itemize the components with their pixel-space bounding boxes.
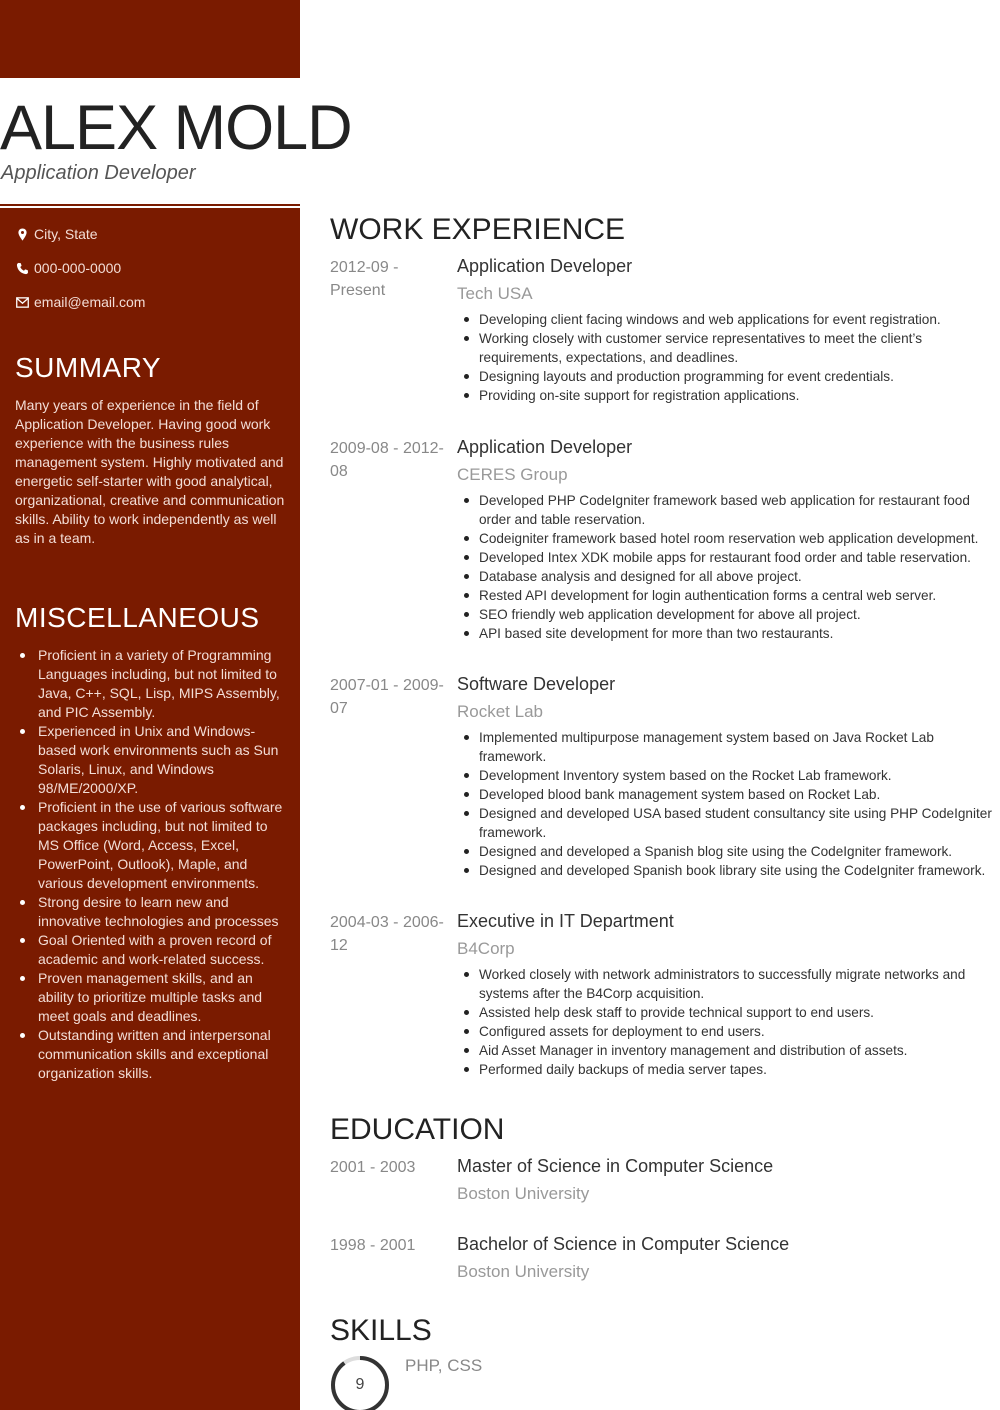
education-school: Boston University: [457, 1262, 590, 1281]
list-item: Developing client facing windows and web applications for event registration.: [457, 310, 992, 329]
list-item: Proficient in a variety of Programming Languages including, but not limited to Java, C++, SQL, Lisp, MIPS Assembly, and PIC Assembly.: [15, 646, 285, 722]
job-role: Software Developer: [457, 674, 616, 694]
education-school: Boston University: [457, 1184, 590, 1203]
list-item: Outstanding written and interpersonal communication skills and exceptional organization skills.: [15, 1026, 285, 1083]
job-role: Application Developer: [457, 256, 633, 276]
job-bullets: [457, 491, 992, 643]
work-heading: WORK EXPERIENCE: [330, 213, 626, 246]
list-item: Working closely with customer service representatives to meet the client’s requirements, expectations, and deadlines.: [457, 329, 992, 367]
list-item: Developed Intex XDK mobile apps for restaurant food order and table reservation.: [457, 548, 992, 567]
list-item: Providing on-site support for registration applications.: [457, 386, 992, 405]
skill-level: 9: [355, 1376, 365, 1393]
contact-email: [15, 294, 285, 310]
phone-text: 000-000-0000: [34, 260, 122, 276]
job-dates: 2009-08 - 2012-08: [330, 440, 444, 480]
contact-phone: [15, 260, 285, 276]
list-item: Rested API development for login authentication forms a central web server.: [457, 586, 992, 605]
list-item: Designed and developed Spanish book library site using the CodeIgniter framework.: [457, 861, 992, 880]
name-block: [0, 76, 352, 204]
job-role: Application Developer: [457, 437, 633, 457]
list-item: Configured assets for deployment to end users.: [457, 1022, 992, 1041]
list-item: Development Inventory system based on the Rocket Lab framework.: [457, 766, 992, 785]
job-org: B4Corp: [457, 939, 515, 958]
job-title: Application Developer: [1, 162, 196, 184]
list-item: Aid Asset Manager in inventory management and distribution of assets.: [457, 1041, 992, 1060]
job-org: Tech USA: [457, 284, 533, 303]
list-item: Developed blood bank management system based on Rocket Lab.: [457, 785, 992, 804]
job-role: Executive in IT Department: [457, 911, 674, 931]
location-text: City, State: [34, 226, 98, 242]
job-bullets: [457, 310, 992, 405]
divider: [0, 76, 300, 78]
list-item: Assisted help desk staff to provide technical support to end users.: [457, 1003, 992, 1022]
list-item: Designed and developed a Spanish blog site using the CodeIgniter framework.: [457, 842, 992, 861]
job-bullets: [457, 728, 992, 880]
misc-list: [15, 646, 285, 1083]
job-dates: 2004-03 - 2006-12: [330, 914, 444, 954]
education-dates: 1998 - 2001: [330, 1237, 416, 1254]
list-item: Database analysis and designed for all above project.: [457, 567, 992, 586]
job-org: CERES Group: [457, 465, 568, 484]
list-item: Designed and developed USA based student consultancy site using PHP CodeIgniter framework.: [457, 804, 992, 842]
list-item: Developed PHP CodeIgniter framework based web application for restaurant food order and table reservation.: [457, 491, 992, 529]
list-item: SEO friendly web application development for above all project.: [457, 605, 992, 624]
education-dates: 2001 - 2003: [330, 1159, 416, 1176]
list-item: Proficient in the use of various software packages including, but not limited to MS Office (Word, Access, Excel, PowerPoint, Outlook), Maple, and various development environments.: [15, 798, 285, 893]
phone-icon: [15, 261, 29, 275]
list-item: Goal Oriented with a proven record of academic and work-related success.: [15, 931, 285, 969]
list-item: Designing layouts and production programming for event credentials.: [457, 367, 992, 386]
skill-name: PHP, CSS: [405, 1356, 483, 1375]
summary-heading: SUMMARY: [15, 352, 162, 383]
list-item: Implemented multipurpose management system based on Java Rocket Lab framework.: [457, 728, 992, 766]
summary-text: Many years of experience in the field of Application Developer. Having good work experience with the business rules management system. Highly motivated and energetic self-starter with good analytical, organizational, creative and communication skills. Ability to work independently as well as in a team.: [15, 397, 285, 546]
list-item: Experienced in Unix and Windows-based work environments such as Sun Solaris, Linux, and Windows 98/ME/2000/XP.: [15, 722, 285, 798]
list-item: Strong desire to learn new and innovative technologies and processes: [15, 893, 285, 931]
education-degree: Bachelor of Science in Computer Science: [457, 1234, 790, 1254]
misc-heading: MISCELLANEOUS: [15, 602, 260, 633]
list-item: Performed daily backups of media server tapes.: [457, 1060, 992, 1079]
education-heading: EDUCATION: [330, 1113, 505, 1146]
candidate-name: ALEX MOLD: [0, 93, 352, 163]
list-item: API based site development for more than two restaurants.: [457, 624, 992, 643]
job-dates: 2007-01 - 2009-07: [330, 677, 444, 717]
list-item: Codeigniter framework based hotel room reservation web application development.: [457, 529, 992, 548]
list-item: Proven management skills, and an ability to prioritize multiple tasks and meet goals and deadlines.: [15, 969, 285, 1026]
list-item: Worked closely with network administrators to successfully migrate networks and systems after the B4Corp acquisition.: [457, 965, 992, 1003]
skills-heading: SKILLS: [330, 1314, 432, 1347]
job-org: Rocket Lab: [457, 702, 543, 721]
divider: [0, 206, 300, 208]
contact-location: [15, 226, 285, 242]
envelope-icon: [15, 295, 29, 309]
map-pin-icon: [15, 227, 29, 241]
email-text[interactable]: email@email.com: [34, 294, 146, 310]
education-degree: Master of Science in Computer Science: [457, 1156, 774, 1176]
job-bullets: [457, 965, 992, 1079]
job-dates: 2012-09 - Present: [330, 259, 399, 299]
